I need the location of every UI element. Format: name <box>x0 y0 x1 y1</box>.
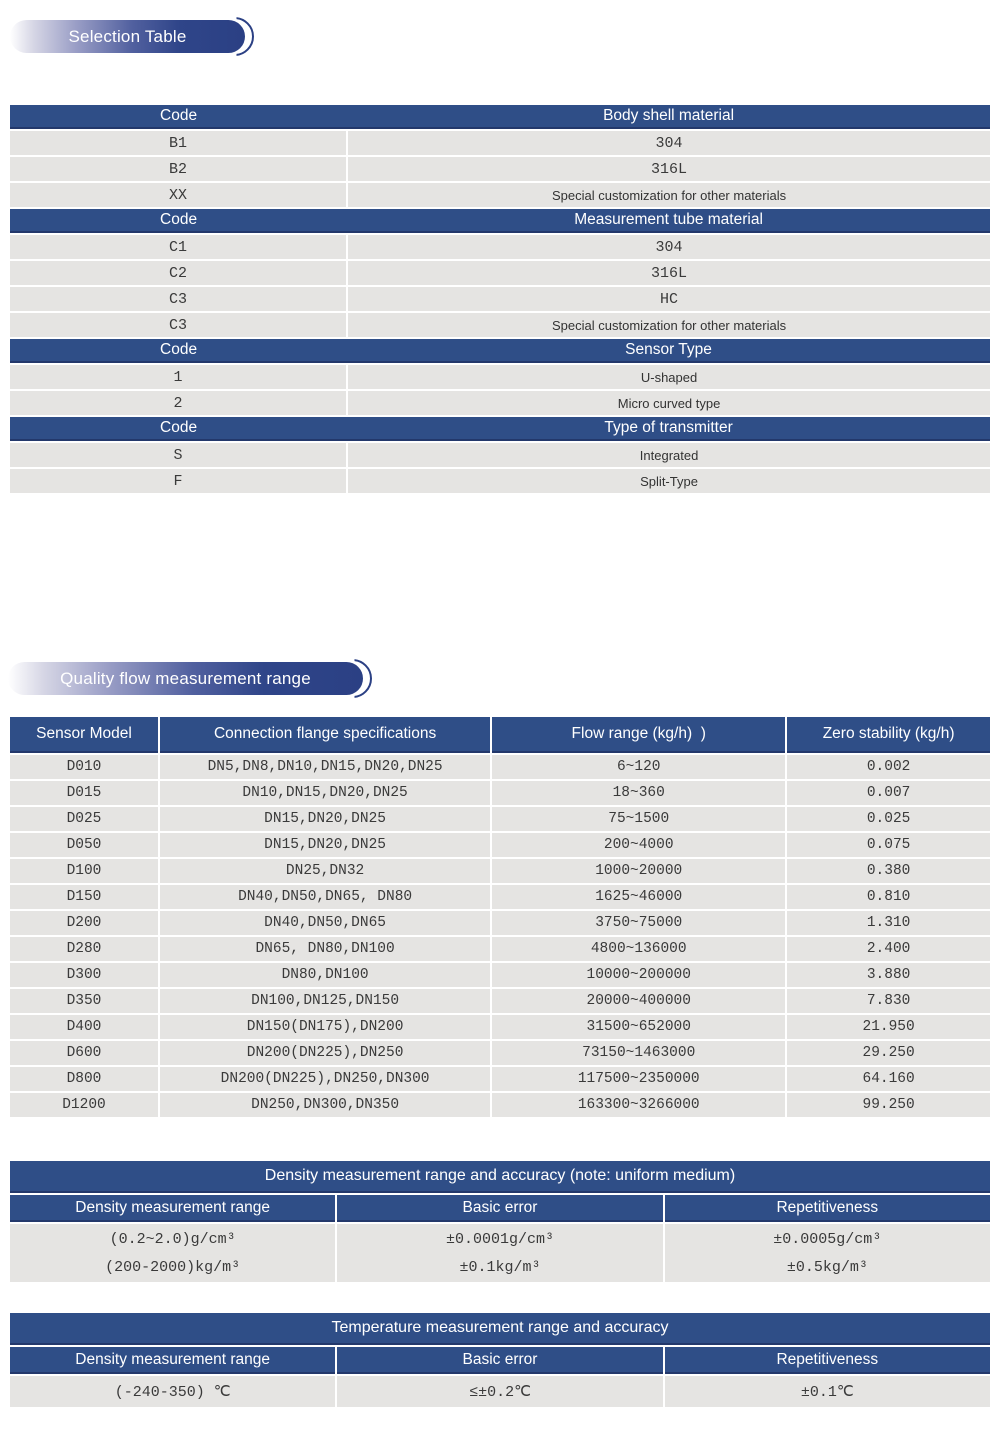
table-row <box>10 833 990 857</box>
density-table <box>10 1161 990 1282</box>
cell: 0.075 <box>787 833 990 857</box>
group-header-row <box>10 105 990 129</box>
value-cell: Split-Type <box>348 469 990 493</box>
cell: 31500~652000 <box>492 1015 785 1039</box>
cell: DN10,DN15,DN20,DN25 <box>160 781 490 805</box>
cell: 4800~136000 <box>492 937 785 961</box>
spec-value: (0.2~2.0)g/cm³ <box>109 1230 236 1248</box>
badge-arc-icon <box>333 659 372 698</box>
cell: 10000~200000 <box>492 963 785 987</box>
cell: D010 <box>10 755 158 779</box>
cell: D200 <box>10 911 158 935</box>
temperature-table <box>10 1313 990 1407</box>
table-row <box>10 911 990 935</box>
value-cell: 304 <box>348 235 990 259</box>
column-header-density-range: Density measurement range <box>10 1195 335 1222</box>
cell: 0.025 <box>787 807 990 831</box>
spec-value: ±0.5kg/m³ <box>786 1258 868 1276</box>
cell: DN40,DN50,DN65 <box>160 911 490 935</box>
table-row <box>10 287 990 311</box>
table-row <box>10 261 990 285</box>
spec-value: ±0.0005g/cm³ <box>773 1230 882 1248</box>
value-cell: Special customization for other materials <box>348 313 990 337</box>
table-row <box>10 1041 990 1065</box>
cell: DN25,DN32 <box>160 859 490 883</box>
column-header-basic-error: Basic error <box>337 1195 662 1222</box>
spec-value: ±0.1kg/m³ <box>459 1258 541 1276</box>
spec-cell <box>337 1224 662 1282</box>
code-cell: B2 <box>10 157 346 181</box>
table-row <box>10 755 990 779</box>
cell: D050 <box>10 833 158 857</box>
spec-cell <box>665 1376 990 1407</box>
group-header-value: Body shell material <box>603 107 735 124</box>
column-header-sensor-model: Sensor Model <box>10 717 158 753</box>
code-cell: XX <box>10 183 346 207</box>
value-cell: Special customization for other materials <box>348 183 990 207</box>
cell: DN5,DN8,DN10,DN15,DN20,DN25 <box>160 755 490 779</box>
code-cell: S <box>10 443 346 467</box>
group-header-row <box>10 209 990 233</box>
density-table-title: Density measurement range and accuracy (note: uniform medium) <box>10 1161 990 1193</box>
flow-range-badge-label: Quality flow measurement range <box>60 668 311 688</box>
group-header-code: Code <box>160 211 198 228</box>
group-header-row <box>10 339 990 363</box>
spec-value: ≤±0.2℃ <box>469 1384 531 1401</box>
temperature-table-header-row <box>10 1347 990 1374</box>
cell: 21.950 <box>787 1015 990 1039</box>
table-row <box>10 183 990 207</box>
table-row <box>10 1067 990 1091</box>
column-header-repetitiveness: Repetitiveness <box>665 1195 990 1222</box>
cell: 29.250 <box>787 1041 990 1065</box>
group-header-code: Code <box>160 419 198 436</box>
table-row <box>10 807 990 831</box>
spec-cell <box>337 1376 662 1407</box>
cell: 0.002 <box>787 755 990 779</box>
cell: D800 <box>10 1067 158 1091</box>
badge-arc-icon <box>215 17 254 56</box>
spec-value: (-240-350) ℃ <box>114 1384 231 1401</box>
value-cell: Integrated <box>348 443 990 467</box>
cell: D100 <box>10 859 158 883</box>
cell: DN250,DN300,DN350 <box>160 1093 490 1117</box>
cell: 75~1500 <box>492 807 785 831</box>
column-header-density-range: Density measurement range <box>10 1347 335 1374</box>
table-row <box>10 391 990 415</box>
spec-cell <box>665 1224 990 1282</box>
cell: 117500~2350000 <box>492 1067 785 1091</box>
cell: 99.250 <box>787 1093 990 1117</box>
cell: 163300~3266000 <box>492 1093 785 1117</box>
cell: D280 <box>10 937 158 961</box>
cell: D600 <box>10 1041 158 1065</box>
cell: 0.380 <box>787 859 990 883</box>
cell: DN80,DN100 <box>160 963 490 987</box>
table-row <box>10 1093 990 1117</box>
spec-cell <box>10 1376 335 1407</box>
table-row <box>10 859 990 883</box>
value-cell: U-shaped <box>348 365 990 389</box>
code-cell: B1 <box>10 131 346 155</box>
cell: D150 <box>10 885 158 909</box>
flow-range-table-body <box>10 755 990 1117</box>
temperature-table-title: Temperature measurement range and accuracy <box>10 1313 990 1345</box>
cell: DN200(DN225),DN250 <box>160 1041 490 1065</box>
code-cell: F <box>10 469 346 493</box>
flow-range-table-header-row <box>10 717 990 753</box>
group-header-code: Code <box>160 341 198 358</box>
code-cell: 1 <box>10 365 346 389</box>
cell: D025 <box>10 807 158 831</box>
column-header-repetitiveness: Repetitiveness <box>665 1347 990 1374</box>
cell: DN15,DN20,DN25 <box>160 833 490 857</box>
cell: D1200 <box>10 1093 158 1117</box>
cell: DN100,DN125,DN150 <box>160 989 490 1013</box>
cell: 18~360 <box>492 781 785 805</box>
cell: 0.007 <box>787 781 990 805</box>
table-row <box>10 885 990 909</box>
temperature-table-body <box>10 1376 990 1407</box>
group-header-value: Measurement tube material <box>574 211 763 228</box>
code-cell: C3 <box>10 287 346 311</box>
column-header-flow-range: Flow range (kg/h) ) <box>492 717 785 753</box>
table-row <box>10 157 990 181</box>
cell: DN65, DN80,DN100 <box>160 937 490 961</box>
cell: 200~4000 <box>492 833 785 857</box>
table-row <box>10 781 990 805</box>
table-row <box>10 235 990 259</box>
spec-cell <box>10 1224 335 1282</box>
density-table-header-row <box>10 1195 990 1222</box>
cell: 3.880 <box>787 963 990 987</box>
table-row <box>10 963 990 987</box>
table-row <box>10 469 990 493</box>
group-header-code: Code <box>160 107 198 124</box>
spec-value: ±0.0001g/cm³ <box>445 1230 554 1248</box>
code-cell: 2 <box>10 391 346 415</box>
spec-value: ±0.1℃ <box>800 1384 854 1401</box>
cell: 73150~1463000 <box>492 1041 785 1065</box>
code-cell: C1 <box>10 235 346 259</box>
group-header-value: Sensor Type <box>625 341 712 358</box>
column-header-basic-error: Basic error <box>337 1347 662 1374</box>
table-row <box>10 313 990 337</box>
cell: 1625~46000 <box>492 885 785 909</box>
value-cell: 316L <box>348 157 990 181</box>
group-header-value: Type of transmitter <box>604 419 733 436</box>
cell: 3750~75000 <box>492 911 785 935</box>
column-header-flange-specs: Connection flange specifications <box>160 717 490 753</box>
table-row <box>10 131 990 155</box>
selection-table-badge-label: Selection Table <box>68 26 187 46</box>
spec-value: (200-2000)kg/m³ <box>105 1258 241 1276</box>
table-row <box>10 1015 990 1039</box>
flow-range-badge <box>8 662 363 695</box>
table-row <box>10 365 990 389</box>
cell: DN40,DN50,DN65, DN80 <box>160 885 490 909</box>
flow-range-table <box>10 717 990 1117</box>
cell: 1000~20000 <box>492 859 785 883</box>
selection-table <box>10 105 990 493</box>
table-row <box>10 989 990 1013</box>
table-row <box>10 443 990 467</box>
value-cell: 304 <box>348 131 990 155</box>
code-cell: C3 <box>10 313 346 337</box>
code-cell: C2 <box>10 261 346 285</box>
cell: 7.830 <box>787 989 990 1013</box>
cell: 20000~400000 <box>492 989 785 1013</box>
cell: D015 <box>10 781 158 805</box>
cell: D300 <box>10 963 158 987</box>
cell: 1.310 <box>787 911 990 935</box>
cell: 6~120 <box>492 755 785 779</box>
cell: DN15,DN20,DN25 <box>160 807 490 831</box>
column-header-zero-stability: Zero stability (kg/h) <box>787 717 990 753</box>
table-row <box>10 937 990 961</box>
value-cell: Micro curved type <box>348 391 990 415</box>
selection-table-badge <box>10 20 245 53</box>
cell: 0.810 <box>787 885 990 909</box>
cell: DN150(DN175),DN200 <box>160 1015 490 1039</box>
value-cell: 316L <box>348 261 990 285</box>
value-cell: HC <box>348 287 990 311</box>
group-header-row <box>10 417 990 441</box>
density-table-body <box>10 1224 990 1282</box>
cell: D400 <box>10 1015 158 1039</box>
cell: DN200(DN225),DN250,DN300 <box>160 1067 490 1091</box>
cell: D350 <box>10 989 158 1013</box>
cell: 2.400 <box>787 937 990 961</box>
cell: 64.160 <box>787 1067 990 1091</box>
